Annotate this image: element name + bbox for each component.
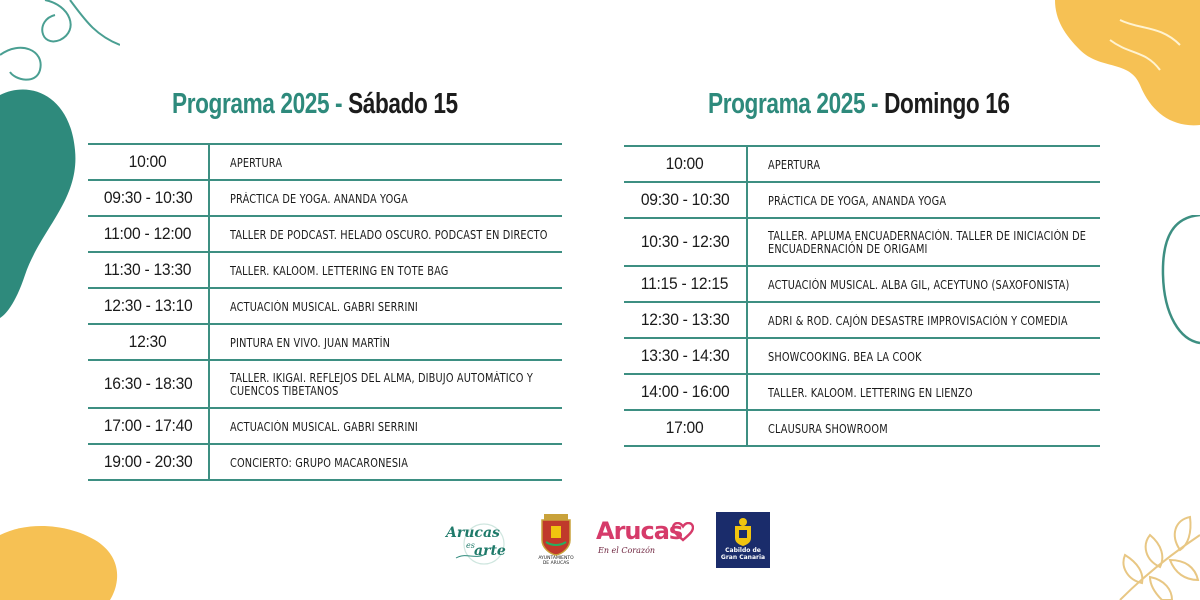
schedule-activity-text: APERTURA: [768, 157, 821, 171]
schedule-row: [88, 409, 562, 445]
saturday-schedule-table: [88, 143, 562, 481]
schedule-activity: [210, 420, 562, 433]
schedule-row: [624, 339, 1100, 375]
schedule-time: [624, 303, 748, 337]
schedule-activity-text: CONCIERTO: GRUPO MACARONESIA: [230, 455, 409, 469]
schedule-activity: [748, 350, 1100, 363]
cabildo-line2: Gran Canaria: [720, 554, 766, 561]
heart-icon: [672, 522, 694, 542]
schedule-activity-text: TALLER. APLUMA ENCUADERNACIÓN. TALLER DE INICIACIÓN DE ENCUADERNACIÓN DE ORIGAMI: [768, 229, 1087, 255]
saturday-title-prefix: Programa 2025 -: [172, 88, 349, 120]
schedule-activity-text: ACTUACIÓN MUSICAL. GABRI SERRINI: [230, 419, 418, 433]
schedule-time: [624, 267, 748, 301]
schedule-row: [624, 147, 1100, 183]
saturday-title: [172, 88, 458, 121]
sunday-schedule-table: [624, 145, 1100, 447]
schedule-row: [624, 183, 1100, 219]
schedule-time: [624, 411, 748, 445]
schedule-time-text: 12:30: [129, 332, 167, 351]
schedule-time: [88, 409, 210, 443]
schedule-time-text: 12:30 - 13:30: [640, 310, 730, 329]
schedule-activity: [748, 158, 1100, 171]
schedule-activity: [210, 156, 562, 169]
cabildo-crest-icon: [716, 512, 770, 548]
schedule-row: [88, 361, 562, 409]
schedule-time: [88, 145, 210, 179]
schedule-activity-text: TALLER DE PODCAST. HELADO OSCURO. PODCAST EN DIRECTO: [230, 227, 548, 241]
schedule-activity: [748, 278, 1100, 291]
schedule-activity: [210, 192, 562, 205]
schedule-activity: [748, 422, 1100, 435]
schedule-time-text: 19:00 - 20:30: [103, 452, 193, 471]
schedule-activity: [748, 386, 1100, 399]
saturday-title-day: Sábado 15: [348, 88, 458, 120]
schedule-time: [624, 183, 748, 217]
schedule-time-text: 13:30 - 14:30: [640, 346, 730, 365]
schedule-row: [88, 181, 562, 217]
schedule-time-text: 09:30 - 10:30: [640, 190, 730, 209]
schedule-activity: [210, 456, 562, 469]
arucas-corazon-sub: En el Corazón: [598, 546, 656, 555]
schedule-row: [624, 267, 1100, 303]
schedule-activity: [748, 314, 1100, 327]
schedule-time: [88, 253, 210, 287]
schedule-row: [88, 445, 562, 481]
schedule-row: [624, 411, 1100, 447]
ayuntamiento-line2: DE ARUCAS: [542, 561, 570, 566]
schedule-time-text: 17:00: [666, 418, 704, 437]
schedule-time: [88, 445, 210, 479]
sunday-title-day: Domingo 16: [884, 88, 1010, 120]
orange-blob-decoration: [1050, 0, 1200, 130]
schedule-activity-text: APERTURA: [230, 155, 283, 169]
schedule-time-text: 11:00 - 12:00: [104, 224, 192, 243]
schedule-row: [88, 253, 562, 289]
schedule-time: [88, 289, 210, 323]
schedule-activity-text: TALLER. KALOOM. LETTERING EN TOTE BAG: [230, 263, 449, 277]
cabildo-line1: Cabildo de: [725, 547, 761, 554]
schedule-activity-text: ACTUACIÓN MUSICAL. GABRI SERRINI: [230, 299, 418, 313]
schedule-time: [624, 147, 748, 181]
arucas-corazon-logo: [596, 518, 696, 564]
schedule-activity-text: TALLER. IKIGAI. REFLEJOS DEL ALMA, DIBUJO AUTOMÁTICO Y CUENCOS TIBETANOS: [230, 371, 533, 397]
arucas-es-arte-line1: Arucas: [446, 525, 500, 541]
schedule-row: [88, 145, 562, 181]
schedule-activity: [210, 228, 562, 241]
schedule-activity-text: PRÁCTICA DE YOGA. ANANDA YOGA: [230, 191, 408, 205]
schedule-time: [624, 219, 748, 265]
schedule-time-text: 09:30 - 10:30: [103, 188, 193, 207]
schedule-time-text: 12:30 - 13:10: [103, 296, 193, 315]
schedule-time: [624, 375, 748, 409]
schedule-time-text: 16:30 - 18:30: [103, 374, 193, 393]
schedule-activity-text: SHOWCOOKING. BEA LA COOK: [768, 349, 922, 363]
schedule-activity: [748, 229, 1100, 255]
schedule-activity: [210, 300, 562, 313]
arucas-es-arte-line3: arte: [474, 543, 506, 559]
ayuntamiento-arucas-logo: [532, 512, 580, 570]
schedule-activity: [210, 264, 562, 277]
schedule-time: [88, 217, 210, 251]
schedule-time: [624, 339, 748, 373]
teal-outline-decoration: [1160, 215, 1200, 345]
schedule-row: [624, 303, 1100, 339]
schedule-activity-text: PRÁCTICA DE YOGA, ANANDA YOGA: [768, 193, 947, 207]
schedule-row: [88, 289, 562, 325]
sunday-title-prefix: Programa 2025 -: [708, 88, 885, 120]
schedule-activity: [210, 336, 562, 349]
schedule-activity-text: ADRI & ROD. CAJÓN DESASTRE IMPROVISACIÓN Y COMEDIA: [768, 313, 1068, 327]
leaf-branch-decoration: [1050, 505, 1200, 600]
orange-blob-bottom-decoration: [0, 510, 130, 600]
schedule-activity: [210, 371, 562, 397]
schedule-time-text: 17:00 - 17:40: [103, 416, 193, 435]
ayuntamiento-line1: AYUNTAMIENTO: [538, 556, 574, 561]
schedule-row: [88, 325, 562, 361]
schedule-activity-text: CLAUSURA SHOWROOM: [768, 421, 888, 435]
schedule-activity-text: TALLER. KALOOM. LETTERING EN LIENZO: [768, 385, 973, 399]
crest-icon: [532, 512, 580, 556]
arucas-es-arte-line2: es: [466, 541, 475, 550]
schedule-activity-text: PINTURA EN VIVO. JUAN MARTÍN: [230, 335, 391, 349]
schedule-activity: [748, 194, 1100, 207]
schedule-time-text: 10:00: [129, 152, 167, 171]
sunday-title: [708, 88, 1010, 121]
arucas-corazon-main: Arucas: [596, 517, 683, 545]
schedule-time: [88, 325, 210, 359]
schedule-time: [88, 361, 210, 407]
schedule-row: [624, 219, 1100, 267]
cabildo-gran-canaria-logo: [716, 512, 770, 568]
arucas-es-arte-logo: [444, 522, 516, 566]
schedule-row: [88, 217, 562, 253]
schedule-time-text: 11:30 - 13:30: [104, 260, 192, 279]
schedule-time-text: 10:30 - 12:30: [640, 232, 730, 251]
schedule-activity-text: ACTUACIÓN MUSICAL. ALBA GIL, ACEYTUNO (SAXOFONISTA): [768, 277, 1070, 291]
schedule-time-text: 14:00 - 16:00: [640, 382, 730, 401]
sponsor-logos: [440, 512, 780, 570]
schedule-time: [88, 181, 210, 215]
schedule-time-text: 10:00: [666, 154, 704, 173]
schedule-time-text: 11:15 - 12:15: [641, 274, 729, 293]
schedule-row: [624, 375, 1100, 411]
